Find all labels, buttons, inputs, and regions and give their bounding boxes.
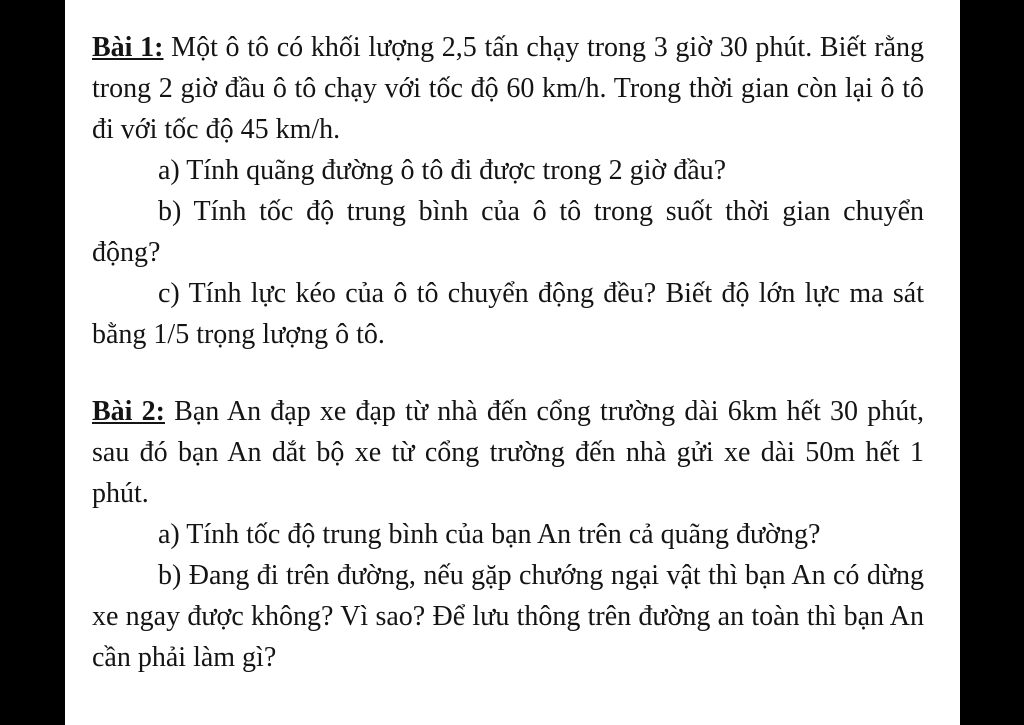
exercise-2-intro bbox=[92, 391, 924, 514]
exercise-2 bbox=[92, 391, 924, 678]
exercise-2-label: Bài 2: bbox=[92, 396, 165, 427]
exercise-1-question-a: a) Tính quãng đường ô tô đi được trong 2 giờ đầu? bbox=[158, 155, 727, 186]
exercise-2-question-b: b) Đang đi trên đường, nếu gặp chướng ngại vật thì bạn An có dừng xe ngay được không? Vì sao? Để lưu thông trên đường an toàn thì bạn An cần phải làm gì? bbox=[92, 560, 924, 673]
document-page bbox=[65, 0, 960, 725]
exercise-1-label: Bài 1: bbox=[92, 32, 164, 63]
exercise-1-intro-text: Một ô tô có khối lượng 2,5 tấn chạy trong 3 giờ 30 phút. Biết rằng trong 2 giờ đầu ô tô chạy với tốc độ 60 km/h. Trong thời gian còn lại ô tô đi với tốc độ 45 km/h. bbox=[92, 32, 925, 145]
exercise-1-question-c: c) Tính lực kéo của ô tô chuyển động đều? Biết độ lớn lực ma sát bằng 1/5 trọng lượng ô tô. bbox=[92, 278, 924, 350]
exercise-1 bbox=[92, 27, 924, 355]
exercise-2-intro-text: Bạn An đạp xe đạp từ nhà đến cổng trường dài 6km hết 30 phút, sau đó bạn An dắt bộ xe từ cổng trường đến nhà gửi xe dài 50m hết 1 phút. bbox=[92, 396, 925, 509]
exercise-2-question-a: a) Tính tốc độ trung bình của bạn An trên cả quãng đường? bbox=[158, 519, 821, 550]
exercise-1-intro bbox=[92, 27, 924, 150]
exercise-1-question-b: b) Tính tốc độ trung bình của ô tô trong suốt thời gian chuyển động? bbox=[92, 196, 924, 268]
